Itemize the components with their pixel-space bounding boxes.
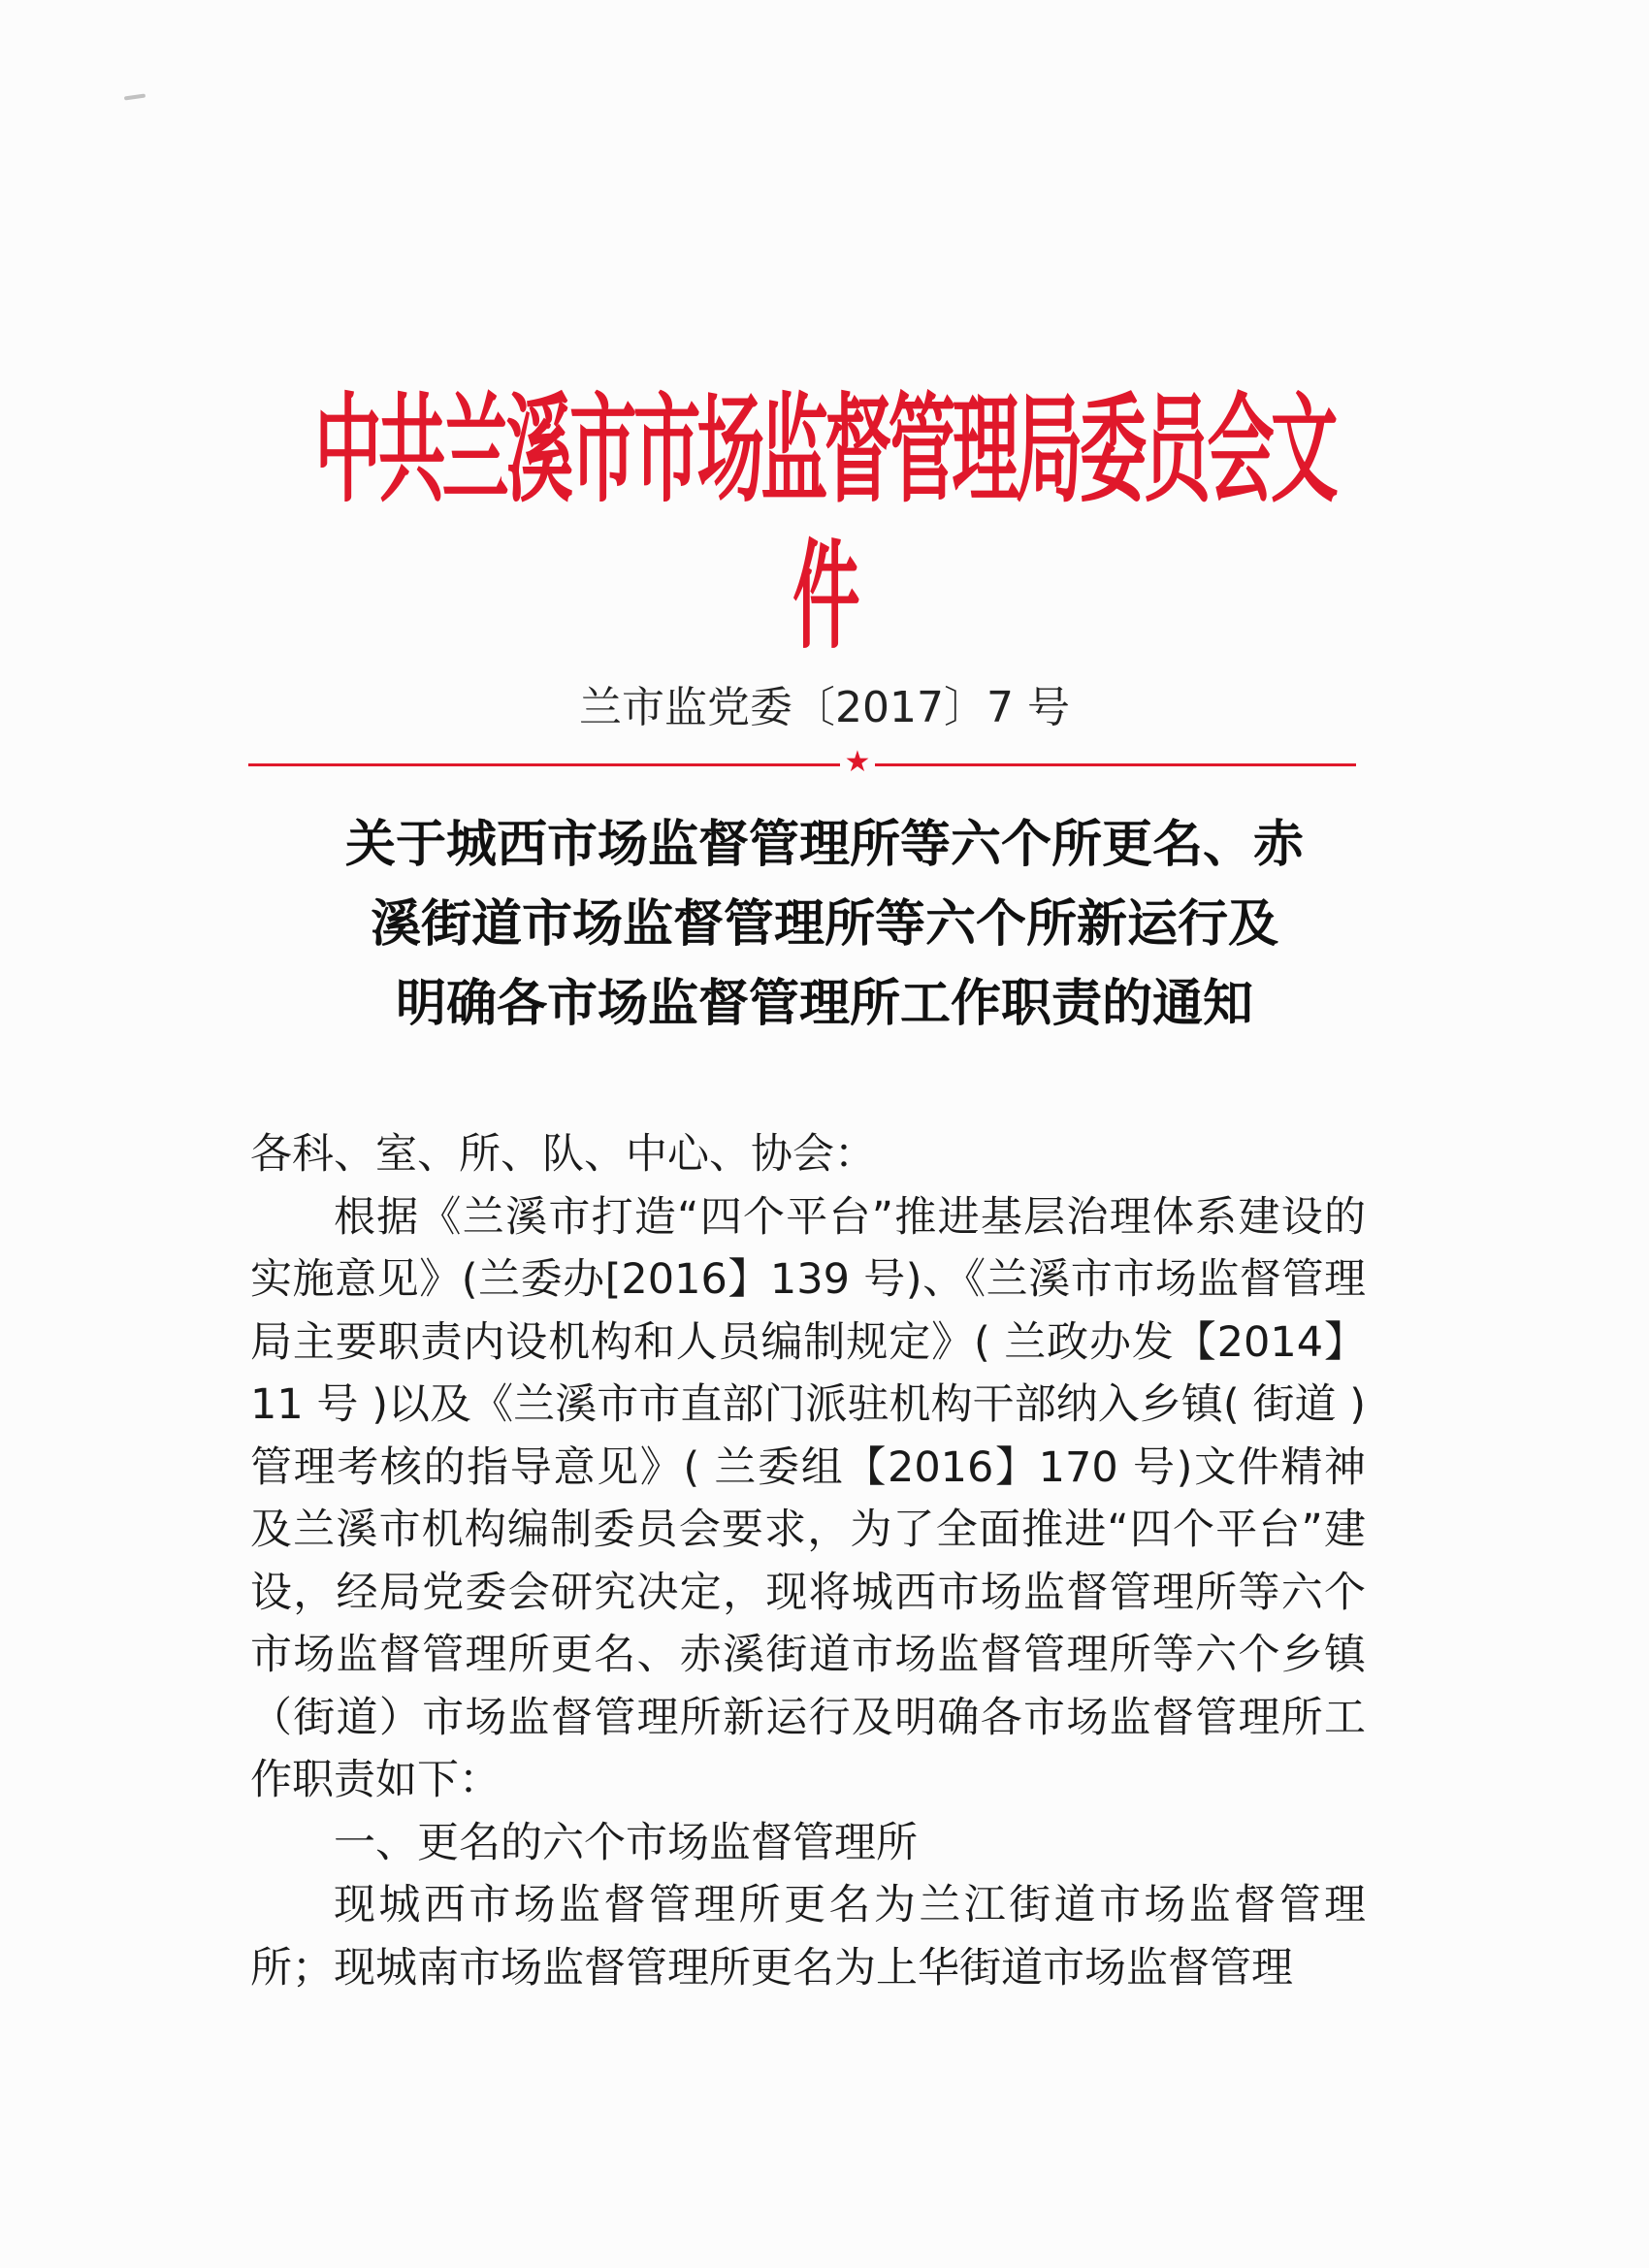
title-line-2: 溪街道市场监督管理所等六个所新运行及 bbox=[370, 894, 1278, 954]
title-line-3: 明确各市场监督管理所工作职责的通知 bbox=[395, 974, 1253, 1033]
notice-body bbox=[250, 1123, 1366, 1999]
red-rule-left bbox=[248, 763, 840, 766]
notice-title bbox=[223, 805, 1426, 1044]
section-heading-1: 一、更名的六个市场监督管理所 bbox=[334, 1818, 918, 1867]
salutation: 各科、室、所、队、中心、协会： bbox=[250, 1130, 876, 1179]
paragraph-renaming: 现城西市场监督管理所更名为兰江街道市场监督管理所；现城南市场监督管理所更名为上华街道市场监督管理 bbox=[250, 1881, 1366, 1993]
red-rule-right bbox=[875, 763, 1356, 766]
masthead-title: 中共兰溪市市场监督管理局委员会文件 bbox=[314, 382, 1335, 665]
document-number: 兰市监党委〔2017〕7 号 bbox=[579, 683, 1070, 732]
title-line-1: 关于城西市场监督管理所等六个所更名、赤 bbox=[344, 815, 1304, 874]
star-icon: ★ bbox=[844, 745, 871, 779]
paragraph-basis: 根据《兰溪市打造“四个平台”推进基层治理体系建设的实施意见》(兰委办[2016】139 号)、《兰溪市市场监督管理局主要职责内设机构和人员编制规定》( 兰政办发【2014】11 号 )以及《兰溪市市直部门派驻机构干部纳入乡镇( 街道 )管理考核的指导意见》( 兰委组【2016】170 号)文件精神及兰溪市机构编制委员会要求，为了全面推进“四个平台”建设，经局党委会研究决定，现将城西市场监督管理所等六个市场监督管理所更名、赤溪街道市场监督管理所等六个乡镇（街道）市场监督管理所新运行及明确各市场监督管理所工作职责如下： bbox=[250, 1192, 1366, 1804]
scan-speck bbox=[124, 93, 146, 100]
